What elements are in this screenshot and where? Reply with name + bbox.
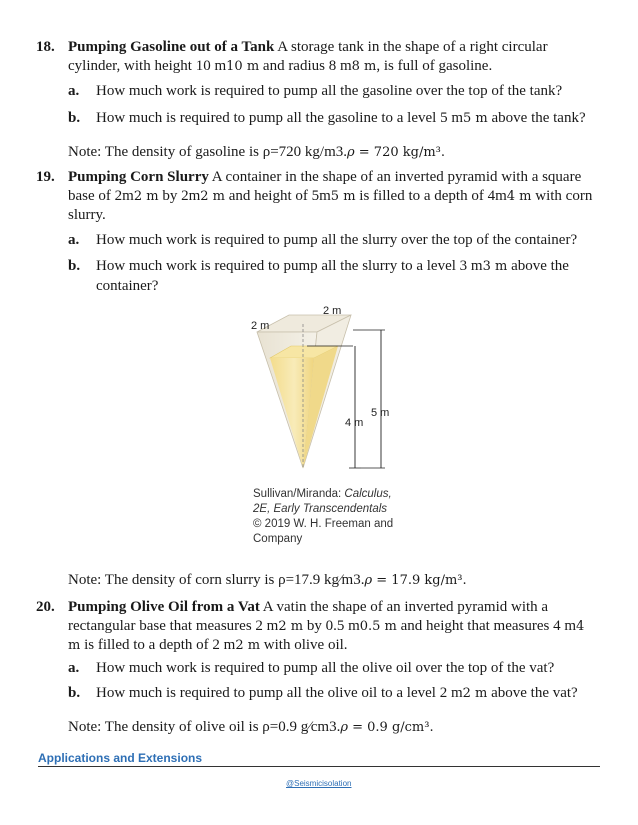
inverted-pyramid-figure — [245, 302, 425, 472]
problem-18 — [36, 38, 596, 76]
problem-19-part-b — [68, 257, 598, 295]
part-label: a. — [68, 232, 80, 248]
problem-18-part-b — [68, 109, 598, 129]
problem-title: Pumping Gasoline out of a Tank — [68, 39, 275, 55]
part-label: a. — [68, 83, 80, 99]
problem-20-part-b — [68, 684, 598, 704]
problem-statement: Pumping Olive Oil from a Vat A vatin the shape of an inverted pyramid with a rectangular base that measures 2 m2 m by 0.5 m0.5 m and height that measures 4 m4 m is filled to a depth of 2 m2 m with olive oil. — [68, 599, 585, 653]
problem-18-part-a — [68, 82, 598, 101]
part-label: b. — [68, 258, 81, 274]
section-heading: Applications and Extensions — [38, 751, 203, 765]
label-height: 5 m — [371, 407, 390, 419]
label-top-width: 2 m — [323, 305, 342, 317]
problem-19 — [36, 168, 596, 225]
part-text: How much is required to pump all the gasoline to a level 5 m5 m above the tank? — [96, 110, 586, 126]
problem-20-note: Note: The density of olive oil is ρ=0.9 g⁄cm3.ρ = 0.9 g/cm³. — [68, 719, 434, 735]
section-divider — [38, 766, 600, 767]
problem-statement: Pumping Gasoline out of a Tank A storage tank in the shape of a right circular cylinder, with height 10 m10 m and radius 8 m8 m, is full of gasoline. — [68, 39, 548, 74]
figure-caption: Sullivan/Miranda: Calculus, 2E, Early Transcendentals © 2019 W. H. Freeman and Company — [253, 488, 394, 545]
problem-title: Pumping Corn Slurry — [68, 169, 209, 185]
problem-number: 20. — [36, 599, 55, 615]
part-text: How much work is required to pump all the slurry to a level 3 m3 m above the container? — [96, 258, 569, 294]
problem-20-part-a — [68, 659, 598, 678]
problem-number: 19. — [36, 169, 55, 185]
problem-20 — [36, 598, 596, 656]
problem-number: 18. — [36, 39, 55, 55]
part-text: How much work is required to pump all the gasoline over the top of the tank? — [96, 83, 563, 99]
problem-19-note: Note: The density of corn slurry is ρ=17.9 kg⁄m3.ρ = 17.9 kg/m³. — [68, 572, 467, 588]
part-label: b. — [68, 685, 81, 701]
part-text: How much work is required to pump all the slurry over the top of the container? — [96, 232, 578, 248]
problem-19-part-a — [68, 231, 598, 250]
part-label: a. — [68, 660, 80, 676]
footer-link[interactable]: @Seismicisolation — [286, 779, 352, 788]
part-text: How much work is required to pump all the olive oil over the top of the vat? — [96, 660, 555, 676]
problem-18-note: Note: The density of gasoline is ρ=720 kg/m3.ρ = 720 kg/m³. — [68, 144, 445, 160]
label-left-width: 2 m — [251, 320, 270, 332]
problem-title: Pumping Olive Oil from a Vat — [68, 599, 260, 615]
part-text: How much is required to pump all the olive oil to a level 2 m2 m above the vat? — [96, 685, 578, 701]
label-depth: 4 m — [345, 417, 364, 429]
part-label: b. — [68, 110, 81, 126]
problem-statement: Pumping Corn Slurry A container in the shape of an inverted pyramid with a square base of 2m2 m by 2m2 m and height of 5m5 m is filled to a depth of 4m4 m with corn slurry. — [68, 169, 593, 223]
